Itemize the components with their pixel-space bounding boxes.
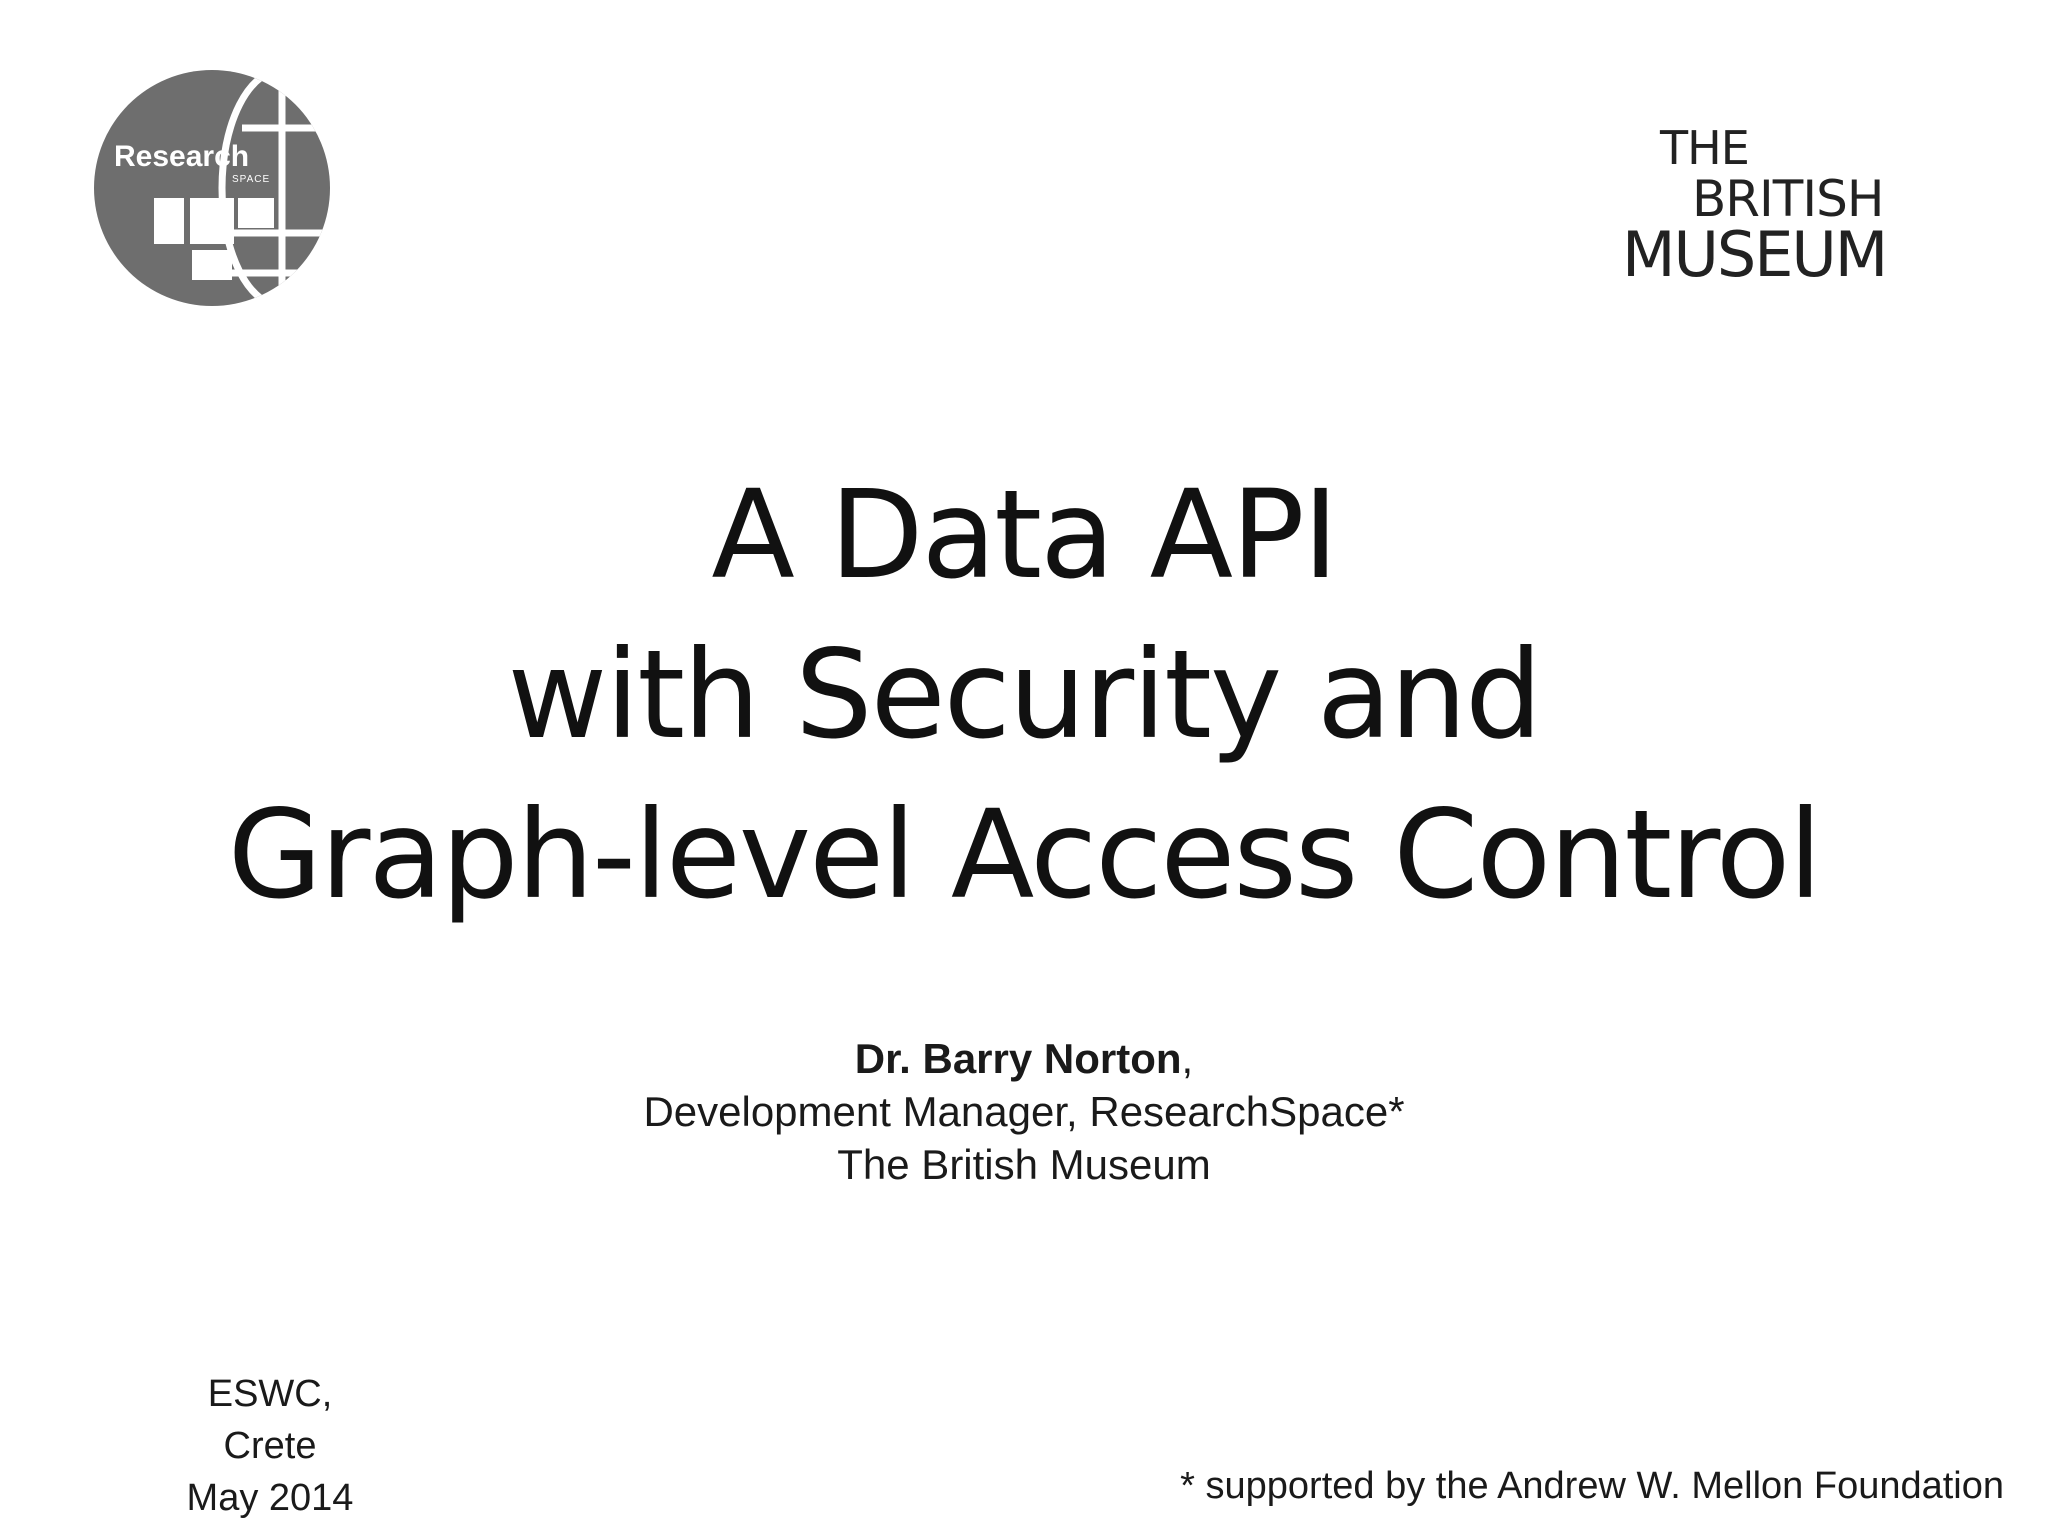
- researchspace-logo-subtext: SPACE: [232, 174, 271, 185]
- researchspace-logo-text: Research: [114, 140, 250, 173]
- funding-footnote: * supported by the Andrew W. Mellon Foundation: [1180, 1465, 2004, 1507]
- slide-title-line1: A Data API: [711, 464, 1337, 606]
- researchspace-logo: [92, 68, 332, 308]
- globe-icon: [92, 68, 332, 308]
- author-name: Dr. Barry Norton: [854, 1035, 1182, 1082]
- author-role: Development Manager, ResearchSpace*: [643, 1088, 1405, 1135]
- slide-title-line2: with Security and: [507, 624, 1541, 766]
- conference-location: Crete: [223, 1425, 317, 1467]
- slide-title: [0, 455, 2048, 935]
- author-name-suffix: ,: [1181, 1035, 1194, 1082]
- conference-info: [150, 1368, 390, 1524]
- british-museum-logo-line2: BRITISH: [1692, 170, 1884, 228]
- author-organization: The British Museum: [837, 1141, 1211, 1188]
- slide-title-line3: Graph-level Access Control: [227, 784, 1821, 926]
- author-block: [0, 1032, 2048, 1191]
- conference-date: May 2014: [186, 1477, 354, 1519]
- author-line: [0, 1032, 2048, 1085]
- british-museum-logo: [1620, 122, 1940, 292]
- british-museum-logo-line3: MUSEUM: [1622, 218, 1887, 291]
- british-museum-logo-line1: THE: [1660, 122, 1749, 175]
- conference-name: ESWC,: [207, 1373, 333, 1415]
